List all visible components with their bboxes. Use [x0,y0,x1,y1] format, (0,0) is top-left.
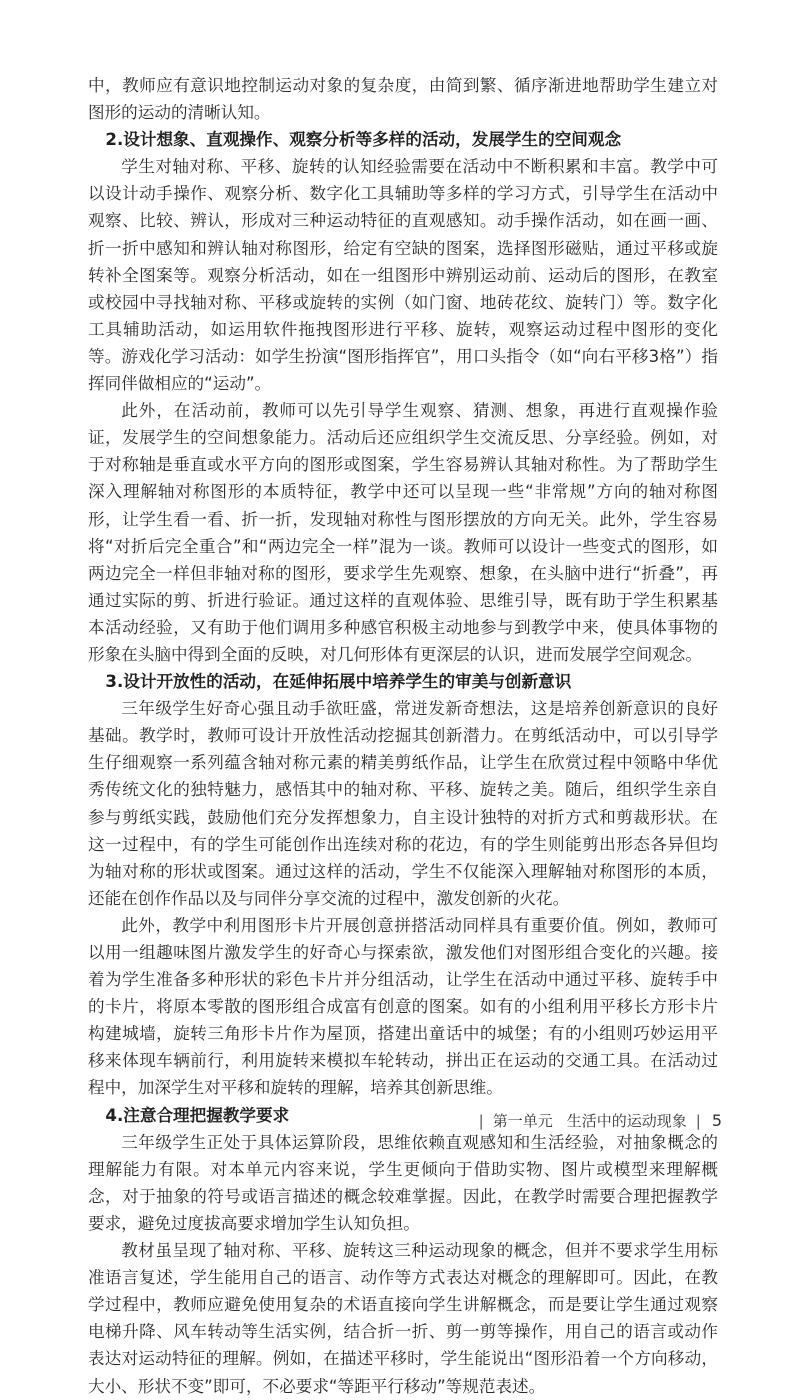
paragraph: 此外，在活动前，教师可以先引导学生观察、猜测、想象，再进行直观操作验证，发展学生的空间想象能力。活动后还应组织学生交流反思、分享经验。例如，对于对称轴是垂直或水平方向的图形或图案，学生容易辨认其轴对称性。为了帮助学生深入理解轴对称图形的本质特征，教学中还可以呈现一些“非常规”方向的轴对称图形，让学生看一看、折一折，发现轴对称性与图形摆放的方向无关。此外，学生容易将“对折后完全重合”和“两边完全一样”混为一谈。教师可以设计一些变式的图形，如两边完全一样但非轴对称的图形，要求学生先观察、想象，在头脑中进行“折叠”，再通过实际的剪、折进行验证。通过这样的直观体验、思维引导，既有助于学生积累基本活动经验，又有助于他们调用多种感官积极主动地参与到教学中来，使具体事物的形象在头脑中得到全面的反映，对几何形体有更深层的认识，进而发展学空间观念。 [88,401,718,664]
section-heading: 4.注意合理把握教学要求 [105,1105,290,1125]
paragraph: 学生对轴对称、平移、旋转的认知经验需要在活动中不断积累和丰富。教学中可以设计动手操作、观察分析、数字化工具辅助等多样的学习方式，引导学生在活动中观察、比较、辨认，形成对三种运动特征的直观感知。动手操作活动，如在画一画、折一折中感知和辨认轴对称图形，给定有空缺的图案，选择图形磁贴，通过平移或旋转补全图案等。观察分析活动，如在一组图形中辨别运动前、运动后的图形，在教室或校园中寻找轴对称、平移或旋转的实例（如门窗、地砖花纹、旋转门）等。数字化工具辅助活动，如运用软件拖拽图形进行平移、旋转，观察运动过程中图形的变化等。游戏化学习活动：如学生扮演“图形指挥官”，用口头指令（如“向右平移3格”）指挥同伴做相应的“运动”。 [88,157,718,394]
page-footer [470,1110,722,1131]
paragraph: 中，教师应有意识地控制运动对象的复杂度，由简到繁、循序渐进地帮助学生建立对图形的运动的清晰认知。 [88,76,718,123]
page-number: 5 [711,1111,722,1130]
paragraph: 此外，教学中利用图形卡片开展创意拼搭活动同样具有重要价值。例如，教师可以用一组趣味图片激发学生的好奇心与探索欲，激发他们对图形组合变化的兴趣。接着为学生准备多种形状的彩色卡片并分组活动，让学生在活动中通过平移、旋转手中的卡片，将原本零散的图形组合成富有创意的图案。如有的小组利用平移长方形卡片构建城墙，旋转三角形卡片作为屋顶，搭建出童话中的城堡；有的小组则巧妙运用平移来体现车辆前行，利用旋转来模拟车轮转动，拼出正在运动的交通工具。在活动过程中，加深学生对平移和旋转的理解，培养其创新思维。 [88,915,718,1098]
footer-title: 生活中的运动现象 [566,1112,687,1130]
footer-unit: 第一单元 [492,1112,553,1130]
section-heading: 2.设计想象、直观操作、观察分析等多样的活动，发展学生的空间观念 [105,130,622,150]
section-heading: 3.设计开放性的活动，在延伸拓展中培养学生的审美与创新意识 [105,672,572,692]
page-body [88,72,718,1400]
footer-separator: | [695,1111,701,1130]
footer-separator: | [478,1111,484,1130]
paragraph: 教材虽呈现了轴对称、平移、旋转这三种运动现象的概念，但并不要求学生用标准语言复述，学生能用自己的语言、动作等方式表达对概念的理解即可。因此，在教学过程中，教师应避免使用复杂的术语直接向学生讲解概念，而是要让学生通过观察电梯升降、风车转动等生活实例，结合折一折、剪一剪等操作，用自己的语言或动作表达对运动特征的理解。例如，在描述平移时，学生能说出“图形沿着一个方向移动，大小、形状不变”即可，不必要求“等距平行移动”等规范表述。 [88,1241,718,1396]
paragraph: 三年级学生正处于具体运算阶段，思维依赖直观感知和生活经验，对抽象概念的理解能力有限。对本单元内容来说，学生更倾向于借助实物、图片或模型来理解概念，对于抽象的符号或语言描述的概念较难掌握。因此，在教学时需要合理把握教学要求，避免过度拔高要求增加学生认知负担。 [88,1132,718,1233]
paragraph: 三年级学生好奇心强且动手欲旺盛，常迸发新奇想法，这是培养创新意识的良好基础。教学时，教师可设计开放性活动挖掘其创新潜力。在剪纸活动中，可以引导学生仔细观察一系列蕴含轴对称元素的精美剪纸作品，让学生在欣赏过程中领略中华优秀传统文化的独特魅力，感悟其中的轴对称、平移、旋转之美。随后，组织学生亲自参与剪纸实践，鼓励他们充分发挥想象力，自主设计独特的对折方式和剪裁形状。在这一过程中，有的学生可能创作出连续对称的花边，有的学生则能剪出形态各异但均为轴对称的形状或图案。通过这样的活动，学生不仅能深入理解轴对称图形的本质，还能在创作作品以及与同伴分享交流的过程中，激发创新的火花。 [88,699,718,908]
